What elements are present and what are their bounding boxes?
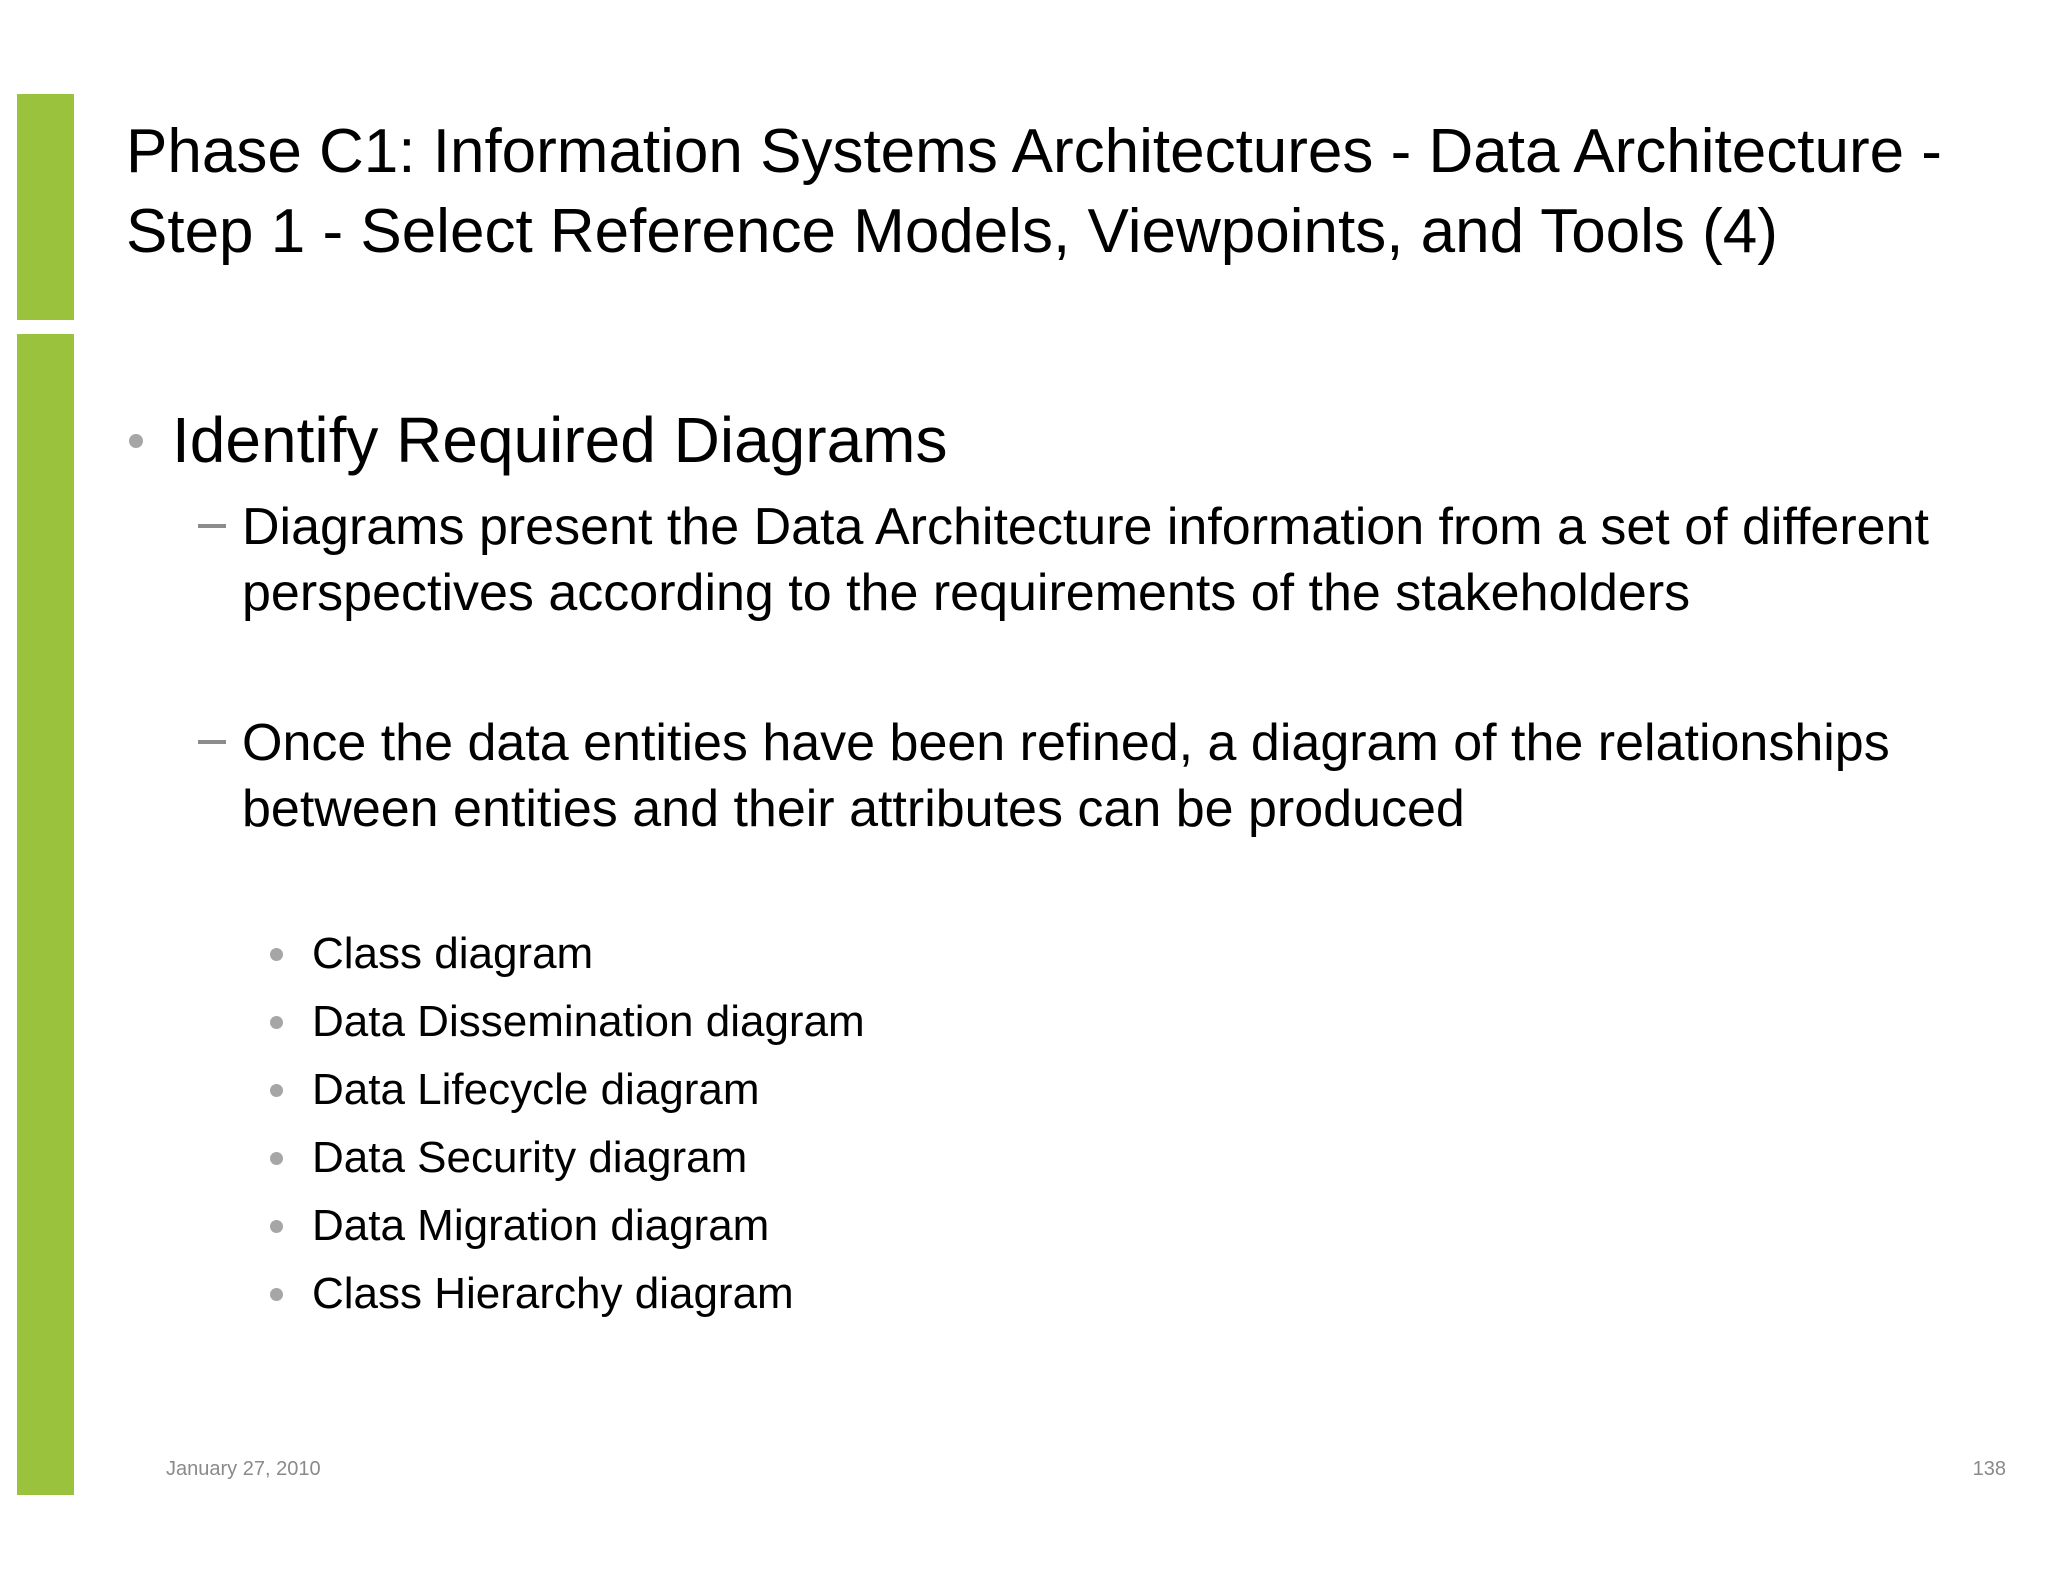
sub-point [198, 710, 1978, 842]
bullet-dot-icon [270, 1288, 283, 1301]
list-item-text: Data Migration diagram [312, 1201, 770, 1250]
bullet-dot-icon [270, 1016, 283, 1029]
bullet-dot-icon [270, 1220, 283, 1233]
list-item [270, 1056, 865, 1124]
diagram-type-list [270, 920, 865, 1328]
page-number: 138 [1972, 1458, 2006, 1480]
footer-date: January 27, 2010 [166, 1458, 321, 1480]
bullet-dot-icon [270, 1152, 283, 1165]
list-item [270, 920, 865, 988]
bullet-dot-icon [270, 1084, 283, 1097]
list-item [270, 1260, 865, 1328]
bullet-dot-icon [270, 948, 283, 961]
list-item-text: Data Lifecycle diagram [312, 1065, 760, 1114]
bullet-dot-icon [129, 434, 143, 448]
sub-point [198, 494, 1978, 626]
main-bullet-text: Identify Required Diagrams [172, 404, 948, 476]
list-item [270, 1192, 865, 1260]
accent-bar-bottom [17, 334, 74, 1495]
sub-point-text: Diagrams present the Data Architecture information from a set of different perspectives according to the requirements of the stakeholders [242, 498, 1929, 622]
list-item [270, 988, 865, 1056]
sub-point-text: Once the data entities have been refined, a diagram of the relationships between entities and their attributes can be produced [242, 714, 1890, 838]
list-item-text: Class Hierarchy diagram [312, 1269, 794, 1318]
dash-icon [198, 524, 226, 528]
list-item [270, 1124, 865, 1192]
slide-title: Phase C1: Information Systems Architectures - Data Architecture - Step 1 - Select Reference Models, Viewpoints, and Tools (4) [126, 117, 1942, 266]
list-item-text: Class diagram [312, 929, 594, 978]
list-item-text: Data Dissemination diagram [312, 997, 865, 1046]
dash-icon [198, 740, 226, 744]
accent-bar-top [17, 94, 74, 320]
list-item-text: Data Security diagram [312, 1133, 748, 1182]
